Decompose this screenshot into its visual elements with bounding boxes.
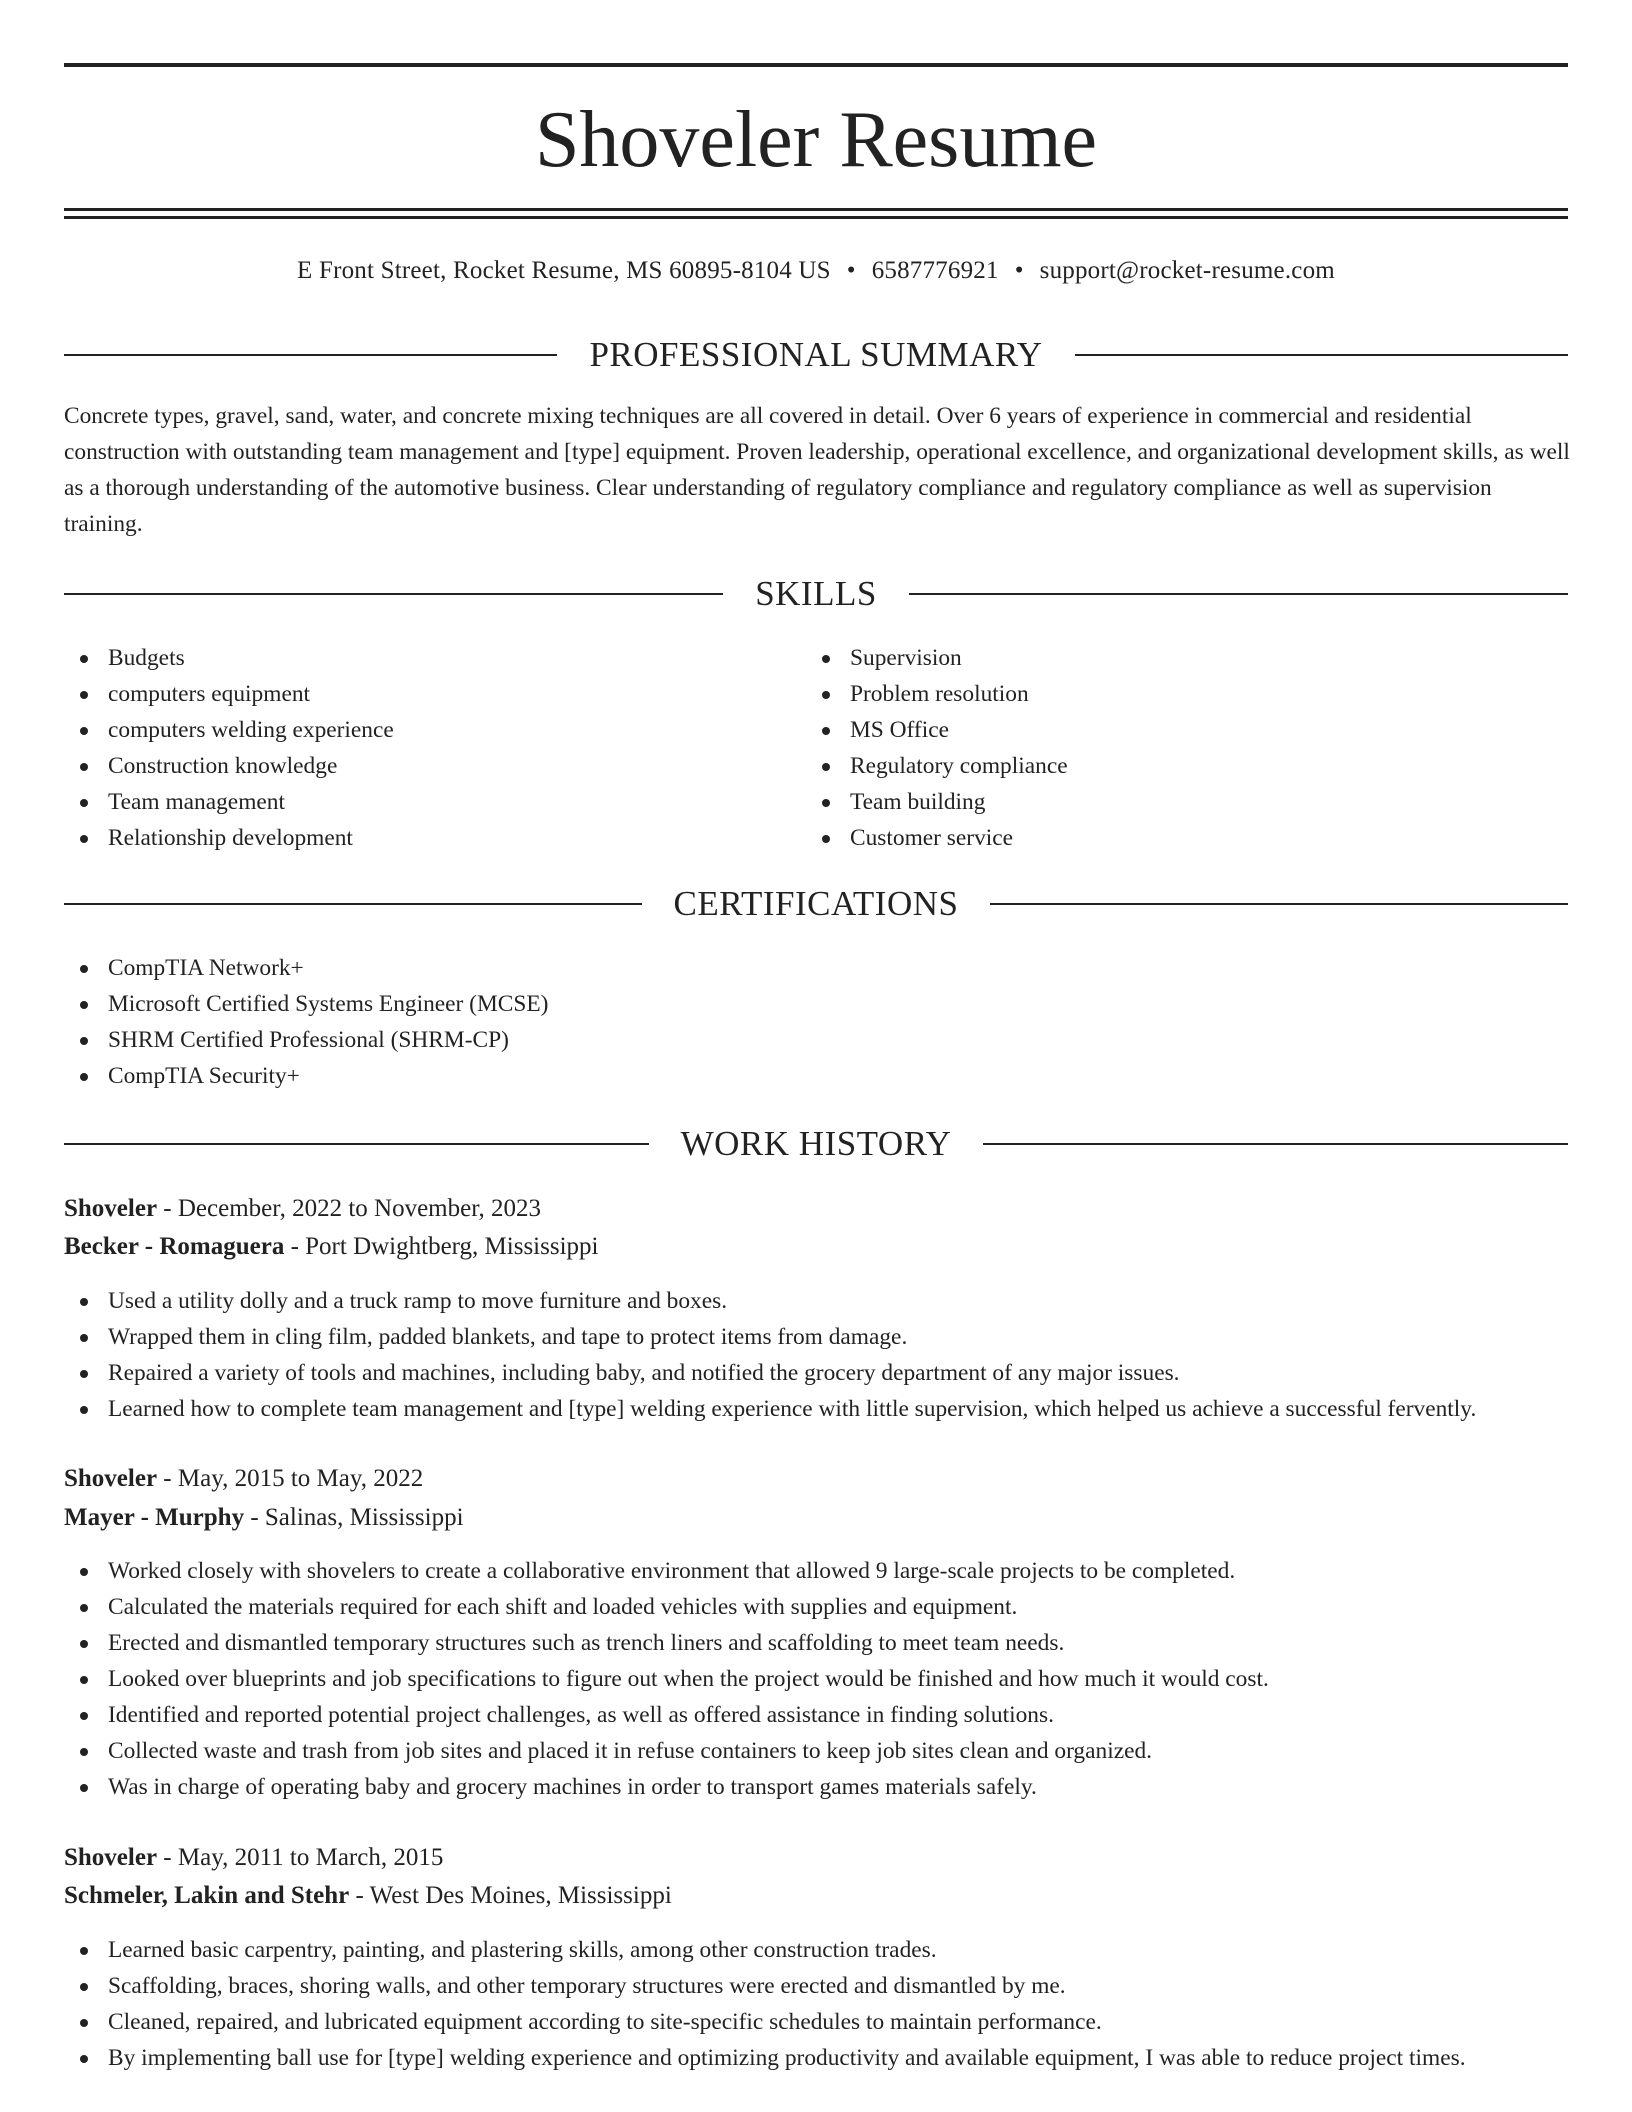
job-company: Schmeler, Lakin and Stehr bbox=[64, 1882, 350, 1909]
top-rule bbox=[64, 63, 1568, 67]
title-rule-upper bbox=[64, 208, 1568, 211]
skill-item: Team building bbox=[806, 784, 1506, 820]
skill-item: Construction knowledge bbox=[64, 748, 764, 784]
job-bullet-item: Repaired a variety of tools and machines, including baby, and notified the grocery department of any major issues. bbox=[64, 1355, 1592, 1391]
job-title-line: Shoveler - December, 2022 to November, 2023 bbox=[64, 1195, 542, 1222]
skill-item: Regulatory compliance bbox=[806, 748, 1506, 784]
contact-phone: 6587776921 bbox=[871, 257, 999, 284]
certification-item: SHRM Certified Professional (SHRM-CP) bbox=[64, 1022, 1064, 1058]
heading-rule bbox=[64, 1143, 649, 1145]
job-company-line: Mayer - Murphy - Salinas, Mississippi bbox=[64, 1504, 464, 1531]
certification-item: CompTIA Network+ bbox=[64, 950, 1064, 986]
job-role: Shoveler bbox=[64, 1195, 158, 1222]
section-heading-work bbox=[64, 1122, 1568, 1166]
skill-item: Budgets bbox=[64, 640, 764, 676]
heading-rule bbox=[909, 593, 1568, 595]
job-company: Mayer - Murphy bbox=[64, 1504, 245, 1531]
contact-email: support@rocket-resume.com bbox=[1039, 257, 1335, 284]
section-title: WORK HISTORY bbox=[680, 1124, 952, 1163]
job-role: Shoveler bbox=[64, 1465, 158, 1492]
section-heading-skills bbox=[64, 572, 1568, 616]
job-bullet-item: By implementing ball use for [type] welding experience and optimizing productivity and available equipment, I was able to reduce project times. bbox=[64, 2040, 1592, 2076]
heading-rule bbox=[64, 903, 642, 905]
contact-separator: • bbox=[1014, 257, 1024, 284]
skills-list-left bbox=[64, 640, 764, 856]
job-bullet-item: Learned basic carpentry, painting, and plastering skills, among other construction trades. bbox=[64, 1932, 1592, 1968]
job-location: Salinas, Mississippi bbox=[264, 1504, 464, 1531]
summary-text: Concrete types, gravel, sand, water, and concrete mixing techniques are all covered in detail. Over 6 years of experience in commercial and residential construction with outstanding team management and [type] equipment. Proven leadership, operational excellence, and organizational development skills, as well as a thorough understanding of the automotive business. Clear understanding of regulatory compliance and regulatory compliance as well as supervision training. bbox=[64, 403, 1570, 537]
contact-address: E Front Street, Rocket Resume, MS 60895-8104 US bbox=[297, 257, 831, 284]
job-bullets bbox=[64, 1283, 1592, 1427]
skill-item: MS Office bbox=[806, 712, 1506, 748]
skill-item: Relationship development bbox=[64, 820, 764, 856]
skill-item: Problem resolution bbox=[806, 676, 1506, 712]
job-bullet-item: Used a utility dolly and a truck ramp to move furniture and boxes. bbox=[64, 1283, 1592, 1319]
job-bullet-item: Scaffolding, braces, shoring walls, and other temporary structures were erected and dismantled by me. bbox=[64, 1968, 1592, 2004]
job-title-line: Shoveler - May, 2015 to May, 2022 bbox=[64, 1465, 424, 1492]
section-title: PROFESSIONAL SUMMARY bbox=[589, 335, 1043, 374]
job-bullet-item: Looked over blueprints and job specifications to figure out when the project would be finished and how much it would cost. bbox=[64, 1661, 1592, 1697]
skill-item: Team management bbox=[64, 784, 764, 820]
title-rule-lower bbox=[64, 216, 1568, 219]
job-bullet-item: Worked closely with shovelers to create a collaborative environment that allowed 9 large-scale projects to be completed. bbox=[64, 1553, 1592, 1589]
job-company-line: Schmeler, Lakin and Stehr - West Des Moines, Mississippi bbox=[64, 1882, 672, 1909]
skills-list-right bbox=[806, 640, 1506, 856]
job-bullets bbox=[64, 1553, 1592, 1805]
page-title: Shoveler Resume bbox=[534, 96, 1098, 184]
contact-line bbox=[64, 254, 1568, 288]
job-title-line: Shoveler - May, 2011 to March, 2015 bbox=[64, 1844, 444, 1871]
heading-rule bbox=[983, 1143, 1568, 1145]
skill-item: Supervision bbox=[806, 640, 1506, 676]
heading-rule bbox=[64, 593, 723, 595]
section-heading-certifications bbox=[64, 882, 1568, 926]
skill-item: computers equipment bbox=[64, 676, 764, 712]
job-bullet-item: Collected waste and trash from job sites and placed it in refuse containers to keep job sites clean and organized. bbox=[64, 1733, 1592, 1769]
skill-item: Customer service bbox=[806, 820, 1506, 856]
heading-rule bbox=[990, 903, 1568, 905]
skill-item: computers welding experience bbox=[64, 712, 764, 748]
certifications-list bbox=[64, 950, 1064, 1094]
job-company-line: Becker - Romaguera - Port Dwightberg, Mississippi bbox=[64, 1233, 599, 1260]
job-bullet-item: Was in charge of operating baby and grocery machines in order to transport games materials safely. bbox=[64, 1769, 1592, 1805]
contact-separator: • bbox=[846, 257, 856, 284]
job-company: Becker - Romaguera bbox=[64, 1233, 285, 1260]
job-role: Shoveler bbox=[64, 1844, 158, 1871]
job-bullet-item: Identified and reported potential project challenges, as well as offered assistance in finding solutions. bbox=[64, 1697, 1592, 1733]
heading-rule bbox=[64, 354, 557, 356]
job-location: West Des Moines, Mississippi bbox=[369, 1882, 672, 1909]
section-title: CERTIFICATIONS bbox=[673, 884, 959, 923]
job-bullet-item: Erected and dismantled temporary structures such as trench liners and scaffolding to meet team needs. bbox=[64, 1625, 1592, 1661]
job-bullet-item: Cleaned, repaired, and lubricated equipment according to site-specific schedules to maintain performance. bbox=[64, 2004, 1592, 2040]
certification-item: Microsoft Certified Systems Engineer (MCSE) bbox=[64, 986, 1064, 1022]
section-title: SKILLS bbox=[755, 574, 877, 613]
job-dates: May, 2011 to March, 2015 bbox=[177, 1844, 444, 1871]
certification-item: CompTIA Security+ bbox=[64, 1058, 1064, 1094]
section-heading-summary bbox=[64, 333, 1568, 377]
job-bullet-item: Learned how to complete team management and [type] welding experience with little supervision, which helped us achieve a successful fervently. bbox=[64, 1391, 1592, 1427]
job-bullets bbox=[64, 1932, 1592, 2076]
job-location: Port Dwightberg, Mississippi bbox=[305, 1233, 599, 1260]
job-dates: December, 2022 to November, 2023 bbox=[177, 1195, 542, 1222]
job-dates: May, 2015 to May, 2022 bbox=[177, 1465, 424, 1492]
job-bullet-item: Wrapped them in cling film, padded blankets, and tape to protect items from damage. bbox=[64, 1319, 1592, 1355]
heading-rule bbox=[1075, 354, 1568, 356]
job-bullet-item: Calculated the materials required for each shift and loaded vehicles with supplies and equipment. bbox=[64, 1589, 1592, 1625]
